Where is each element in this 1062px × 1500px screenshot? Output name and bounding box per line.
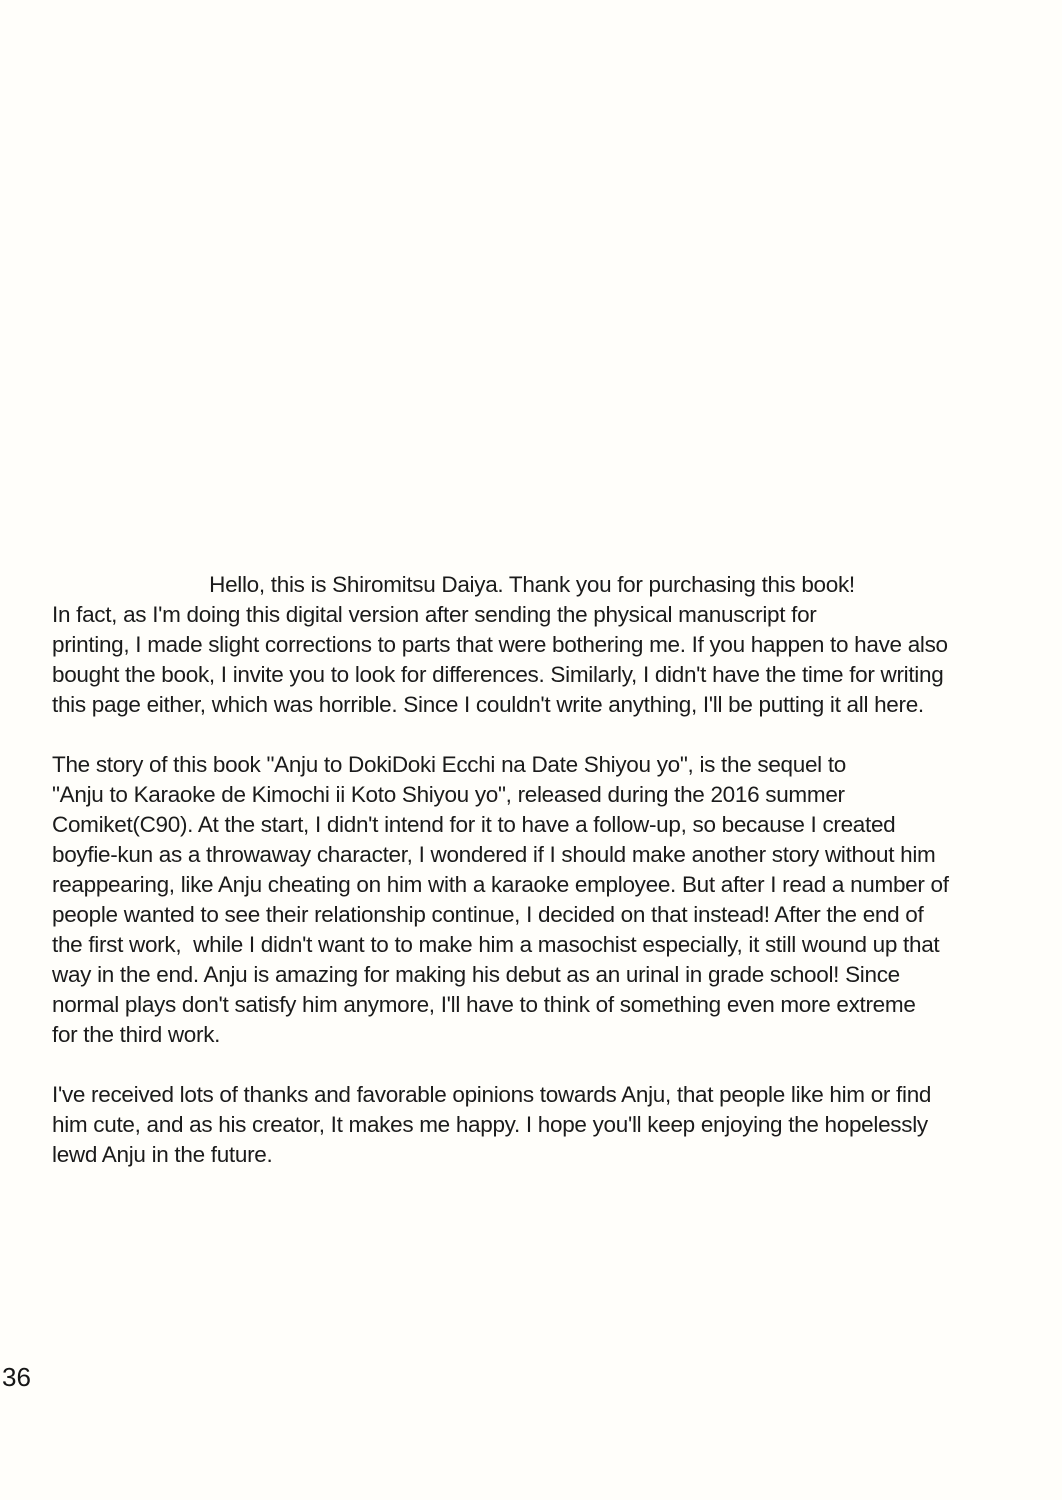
text-line: way in the end. Anju is amazing for making his debut as an urinal in grade school! Since <box>52 962 900 987</box>
paragraph-thanks <box>52 1080 1012 1170</box>
text-line: boyfie-kun as a throwaway character, I wondered if I should make another story without him <box>52 842 936 867</box>
text-line: Comiket(C90). At the start, I didn't intend for it to have a follow-up, so because I created <box>52 812 896 837</box>
text-line: reappearing, like Anju cheating on him with a karaoke employee. But after I read a number of <box>52 872 949 897</box>
text-line: this page either, which was horrible. Since I couldn't write anything, I'll be putting it all here. <box>52 692 924 717</box>
text-line: lewd Anju in the future. <box>52 1142 273 1167</box>
text-line: for the third work. <box>52 1022 221 1047</box>
page-number: 36 <box>2 1362 31 1392</box>
text-line: "Anju to Karaoke de Kimochi ii Koto Shiyou yo", released during the 2016 summer <box>52 782 845 807</box>
text-line: bought the book, I invite you to look for differences. Similarly, I didn't have the time for writing <box>52 662 944 687</box>
text-line: the first work, while I didn't want to to make him a masochist especially, it still wound up that <box>52 932 940 957</box>
afterword-text <box>52 570 1012 1200</box>
text-line: The story of this book "Anju to DokiDoki Ecchi na Date Shiyou yo", is the sequel to <box>52 752 846 777</box>
text-line: normal plays don't satisfy him anymore, I'll have to think of something even more extreme <box>52 992 916 1017</box>
text-line: In fact, as I'm doing this digital version after sending the physical manuscript for <box>52 602 817 627</box>
text-line: Hello, this is Shiromitsu Daiya. Thank you for purchasing this book! <box>209 572 855 597</box>
text-line: I've received lots of thanks and favorable opinions towards Anju, that people like him or find <box>52 1082 932 1107</box>
paragraph-story <box>52 750 1012 1050</box>
text-line: him cute, and as his creator, It makes me happy. I hope you'll keep enjoying the hopelessly <box>52 1112 928 1137</box>
text-line: printing, I made slight corrections to parts that were bothering me. If you happen to have also <box>52 632 948 657</box>
text-line: people wanted to see their relationship continue, I decided on that instead! After the end of <box>52 902 924 927</box>
paragraph-intro <box>52 570 1012 720</box>
